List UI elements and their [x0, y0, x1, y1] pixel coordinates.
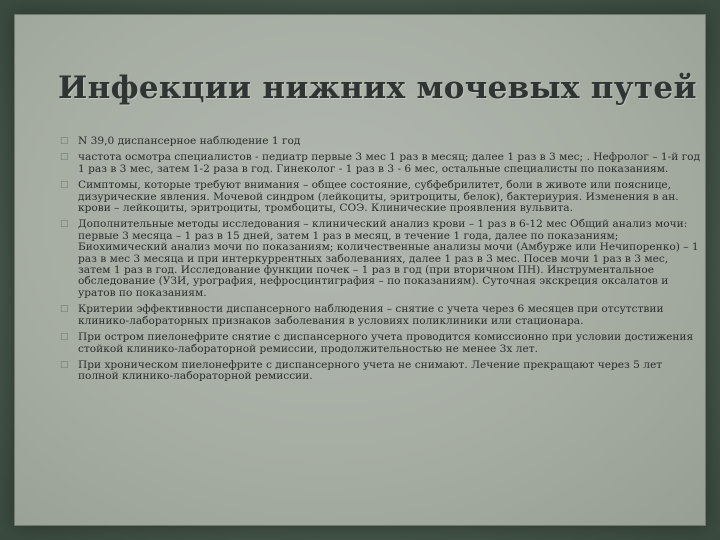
- hollow-square-bullet-icon: □: [60, 359, 69, 370]
- list-item: [60, 332, 702, 355]
- slide-canvas: [14, 14, 706, 526]
- list-item: [60, 180, 702, 214]
- list-item-text: Критерии эффективности диспансерного наблюдения – снятие с учета через 6 месяцев при отсутствии клинико-лабораторных признаков заболевания в условиях поликлиники или стационара.: [78, 303, 664, 327]
- list-item-text: Симптомы, которые требуют внимания – общее состояние, субфебрилитет, боли в животе или пояснице, дизурические явления. Мочевой синдром (лейкоциты, эритроциты, белок), бактериурия. Изменения в ан. крови – лейкоциты, эритроциты, тромбоциты, СОЭ. Клинические проявления вульвита.: [78, 179, 679, 215]
- hollow-square-bullet-icon: □: [60, 332, 69, 343]
- list-item: [60, 360, 702, 383]
- list-item-text: N 39,0 диспансерное наблюдение 1 год: [78, 135, 301, 147]
- list-item: [60, 304, 702, 327]
- list-item-text: При хроническом пиелонефрите с диспансерного учета не снимают. Лечение прекращают через 5 лет полной клинико-лабораторной ремиссии.: [78, 358, 663, 383]
- hollow-square-bullet-icon: □: [60, 180, 69, 191]
- list-item-text: частота осмотра специалистов - педиатр первые 3 мес 1 раз в месяц; далее 1 раз в 3 мес; . Нефролог – 1-й год 1 раз в 3 мес, затем 1-2 раза в год. Гинеколог - 1 раз в 3 - 6 мес, остальные специалисты по показаниям.: [78, 151, 701, 175]
- slide-title: Инфекции нижних мочевых путей: [58, 70, 697, 106]
- list-item-text: Дополнительные методы исследования – клинический анализ крови – 1 раз в 6-12 мес Общий анализ мочи: первые 3 месяца – 1 раз в 15 дней, затем 1 раз в месяц, в течение 1 года, далее по показаниям; Биохимический анализ мочи по показаниям; количественные анализы мочи (Амбурже или Нечипоренко) – 1 раз в мес 3 месяца и при интеркуррентных заболеваниях, далее 1 раз в 3 мес. Посев мочи 1 раз в 3 мес, затем 1 раз в год. Исследование функции почек – 1 раз в год (при вторичном ПН). Инструментальное обследование (УЗИ, урография, нефросцинтиграфия – по показаниям). Суточная экскреция оксалатов и уратов по показаниям.: [78, 218, 699, 299]
- bullet-list: [60, 136, 702, 388]
- hollow-square-bullet-icon: □: [60, 152, 69, 163]
- hollow-square-bullet-icon: □: [60, 219, 69, 230]
- list-item: [60, 136, 702, 147]
- list-item-text: При остром пиелонефрите снятие с диспансерного учета проводится комиссионно при условии достижения стойкой клинико-лабораторной ремиссии, продолжительностью не менее 3х лет.: [78, 331, 694, 355]
- hollow-square-bullet-icon: □: [60, 304, 69, 315]
- hollow-square-bullet-icon: □: [60, 136, 69, 146]
- list-item: [60, 219, 702, 299]
- list-item: [60, 152, 702, 175]
